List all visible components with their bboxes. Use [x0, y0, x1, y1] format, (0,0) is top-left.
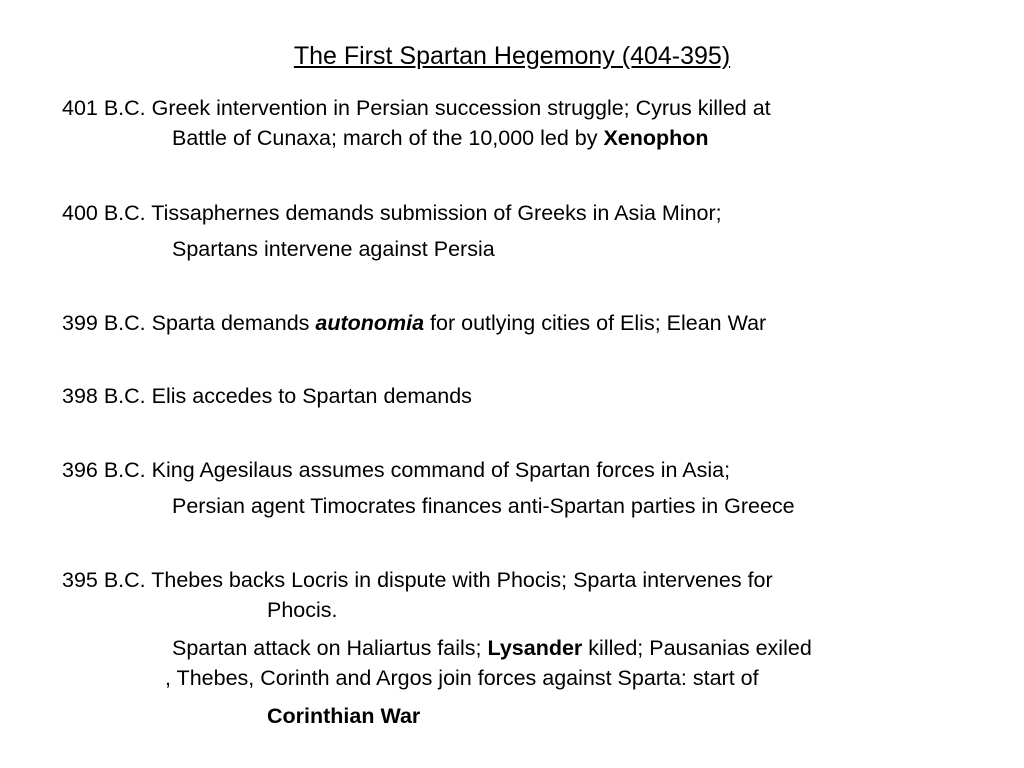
entry-399-pre: 399 B.C. Sparta demands	[62, 311, 316, 335]
entry-395-post: killed; Pausanias exiled	[582, 636, 812, 660]
autonomia-term: autonomia	[315, 311, 425, 335]
entry-400-line-2: Spartans intervene against Persia	[172, 237, 495, 261]
entry-395-line-4: , Thebes, Corinth and Argos join forces against Sparta: start of	[165, 666, 759, 690]
entry-396-line-2: Persian agent Timocrates finances anti-Spartan parties in Greece	[172, 494, 795, 518]
entry-401-line-2	[172, 124, 709, 152]
entry-398-line-1: 398 B.C. Elis accedes to Spartan demands	[62, 384, 472, 408]
entry-395-pre: Spartan attack on Haliartus fails;	[172, 636, 488, 660]
entry-400-line-1: 400 B.C. Tissaphernes demands submission of Greeks in Asia Minor;	[62, 201, 722, 225]
lysander-name: Lysander	[487, 636, 583, 660]
entry-395-line-1: 395 B.C. Thebes backs Locris in dispute with Phocis; Sparta intervenes for	[62, 568, 773, 592]
corinthian-war-label: Corinthian War	[267, 704, 421, 728]
entry-395-line-3	[172, 634, 812, 662]
entry-401-line-1: 401 B.C. Greek intervention in Persian succession struggle; Cyrus killed at	[62, 96, 771, 120]
entry-396-line-1: 396 B.C. King Agesilaus assumes command of Spartan forces in Asia;	[62, 458, 731, 482]
entry-395-line-2: Phocis.	[267, 598, 338, 622]
xenophon-name: Xenophon	[603, 126, 709, 150]
entry-401-text: Battle of Cunaxa; march of the 10,000 led by	[172, 126, 604, 150]
entry-399-line-1	[62, 309, 766, 337]
slide-title: The First Spartan Hegemony (404-395)	[293, 42, 731, 70]
entry-399-post: for outlying cities of Elis; Elean War	[424, 311, 767, 335]
